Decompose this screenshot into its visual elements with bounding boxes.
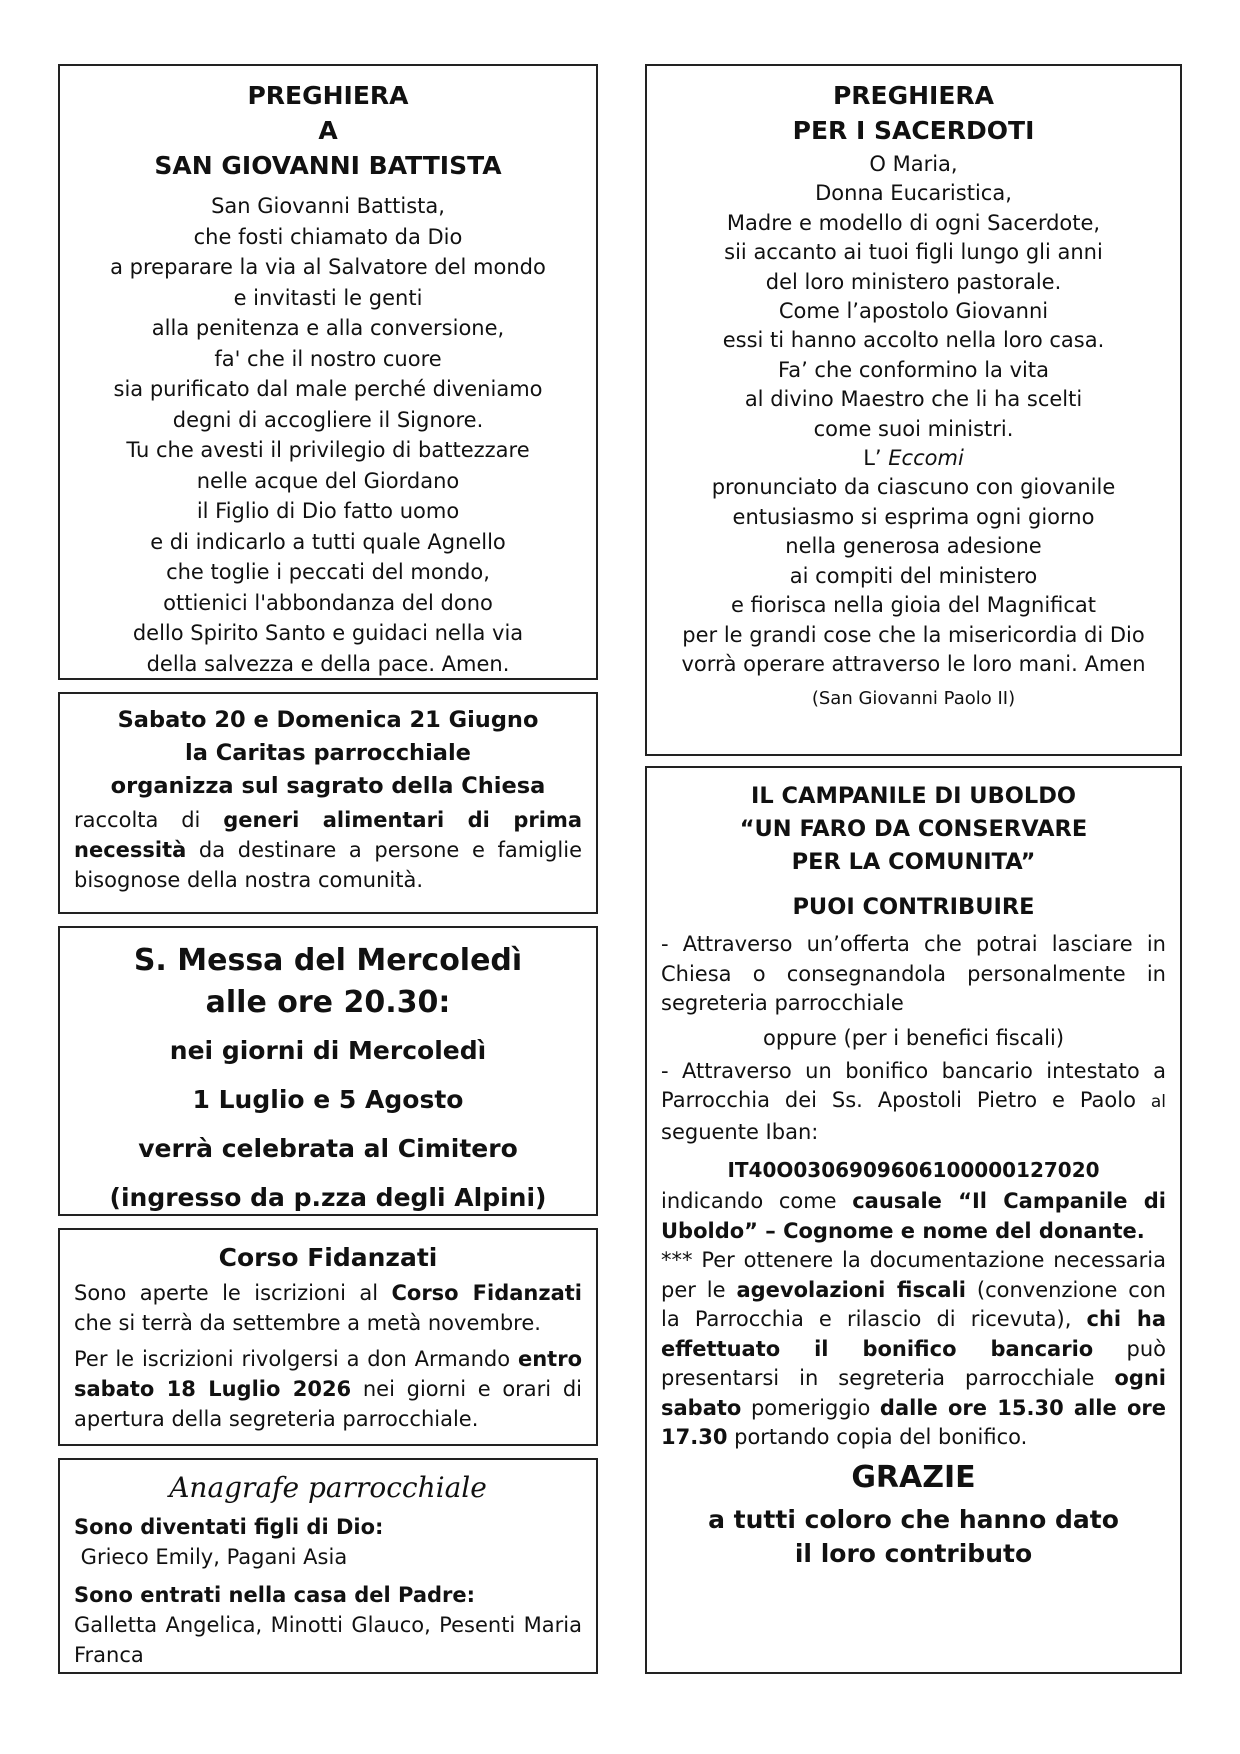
corso-title: Corso Fidanzati <box>218 1243 438 1272</box>
prayer-attribution: (San Giovanni Paolo II) <box>811 688 1016 710</box>
offer-paragraph: - Attraverso un’offerta che potrai lasciare in Chiesa o consegnandola personalmente in segreteria parrocchiale <box>661 932 1166 1015</box>
prayer-text: O Maria, Donna Eucaristica, Madre e modello di ogni Sacerdote, sii accanto ai tuoi figli lungo gli anni del loro ministero pastorale. Come l’apostolo Giovanni essi ti hanno accolto nella loro casa. Fa’ che conformino la vita al divino Maestro che li ha scelti come suoi ministri. L’ Eccomi pronunciato da ciascuno con giovanile entusiasmo si esprima ogni giorno nella generosa adesione ai compiti del ministero e fiorisca nella gioia del Magnificat per le grandi cose che la misericordia di Dio vorrà operare attraverso le loro mani. Amen <box>681 152 1146 676</box>
prayer-title: PREGHIERA PER I SACERDOTI <box>792 81 1035 145</box>
messa-title: S. Messa del Mercoledì alle ore 20.30: <box>133 943 523 1020</box>
corso-paragraph-2: Per le iscrizioni rivolgersi a don Armando entro sabato 18 Luglio 2026 nei giorni e orari di apertura della segreteria parrocchiale. <box>74 1347 582 1431</box>
campanile-subtitle: PUOI CONTRIBUIRE <box>792 894 1035 920</box>
messa-box <box>58 926 598 1216</box>
grazie-heading: GRAZIE <box>851 1459 976 1495</box>
baptisms-names: Grieco Emily, Pagani Asia <box>74 1545 348 1569</box>
messa-details: nei giorni di Mercoledì 1 Luglio e 5 Agosto verrà celebrata al Cimitero (ingresso da p.zza degli Alpini) <box>109 1036 547 1212</box>
corso-fidanzati-box <box>58 1228 598 1446</box>
deaths-heading: Sono entrati nella casa del Padre: <box>74 1583 476 1607</box>
causale-paragraph: indicando come causale “Il Campanile di Uboldo” – Cognome e nome del donante. <box>661 1189 1166 1243</box>
caritas-heading: Sabato 20 e Domenica 21 Giugno la Caritas parrocchiale organizza sul sagrato della Chiesa <box>110 707 546 799</box>
deaths-names: Galletta Angelica, Minotti Glauco, Pesenti Maria Franca <box>74 1613 582 1667</box>
anagrafe-title: Anagrafe parrocchiale <box>169 1471 487 1504</box>
iban-code: IT40O0306909606100000127020 <box>727 1158 1100 1182</box>
corso-paragraph-1: Sono aperte le iscrizioni al Corso Fidanzati che si terrà da settembre a metà novembre. <box>74 1281 582 1335</box>
oppure-line: oppure (per i benefici fiscali) <box>762 1025 1065 1050</box>
prayer-sacerdoti-box <box>645 64 1182 756</box>
caritas-box <box>58 692 598 914</box>
thanks-text: a tutti coloro che hanno dato il loro contributo <box>708 1504 1119 1568</box>
campanile-box <box>645 766 1182 1674</box>
agevolazioni-paragraph: *** Per ottenere la documentazione necessaria per le agevolazioni fiscali (convenzione con la Parrocchia e rilascio di ricevuta), chi ha effettuato il bonifico bancario può presentarsi in segreteria parrocchiale ogni sabato pomeriggio dalle ore 15.30 alle ore 17.30 portando copia del bonifico. <box>661 1248 1173 1449</box>
prayer-text: San Giovanni Battista, che fosti chiamato da Dio a preparare la via al Salvatore del mondo e invitasti le genti alla penitenza e alla conversione, fa' che il nostro cuore sia purificato dal male perché diveniamo degni di accogliere il Signore. Tu che avesti il privilegio di battezzare nelle acque del Giordano il Figlio di Dio fatto uomo e di indicarlo a tutti quale Agnello che toglie i peccati del mondo, ottienici l'abbondanza del dono dello Spirito Santo e guidaci nella via della salvezza e della pace. Amen. <box>110 194 546 676</box>
campanile-title: IL CAMPANILE DI UBOLDO “UN FARO DA CONSERVARE PER LA COMUNITA” <box>739 783 1088 875</box>
baptisms-heading: Sono diventati figli di Dio: <box>74 1515 384 1539</box>
eccomi-word: Eccomi <box>888 446 964 471</box>
prayer-title: PREGHIERA A SAN GIOVANNI BATTISTA <box>154 81 502 180</box>
bonifico-paragraph: - Attraverso un bonifico bancario intestato a Parrocchia dei Ss. Apostoli Pietro e Paolo al seguente Iban: <box>661 1058 1173 1144</box>
prayer-san-giovanni-box <box>58 64 598 680</box>
anagrafe-box <box>58 1458 598 1674</box>
caritas-text: raccolta di generi alimentari di prima necessità da destinare a persone e famiglie bisognose della nostra comunità. <box>74 808 582 892</box>
